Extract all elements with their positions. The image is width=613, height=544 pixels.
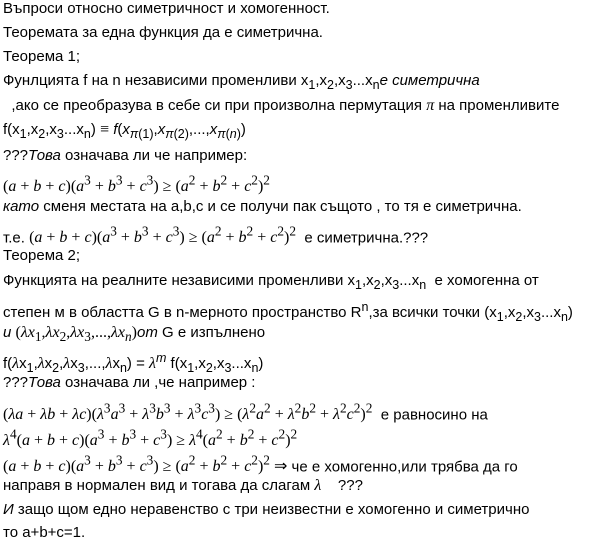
- formula-line: и $(\lambda x_1,\lambda x_2,\lambda x_3,...,\lambda x_n)от$ G е изпълнено: [3, 324, 266, 345]
- text-line: ,ако се преобразува в себе си при произволна пермутация π на променливите: [3, 97, 560, 114]
- text-line: Функцията на реалните независими променливи $x_1,x_2,x_3...x_n$ е хомогенна от: [3, 272, 539, 292]
- text-line: то a+b+c=1.: [3, 524, 86, 541]
- formula-line: $f(x_1,x_2,x_3...x_n) \equiv f(x_{\pi(1)},x_{\pi(2)},...,x_{\pi(n)})$: [3, 121, 246, 141]
- text-line: като сменя местата на a,b,c и се получи пак същото , то тя е симетрична.: [3, 198, 522, 215]
- question-line: И защо щом едно неравенство с три неизвестни е хомогенно и симетрично: [3, 501, 530, 518]
- text-line: Теоремата за една функция да е симетрична.: [3, 24, 323, 41]
- formula-line: $(\lambda a + \lambda b + \lambda c)(\lambda^3a^3 + \lambda^3b^3 + \lambda^3c^3) \ge (\lambda^2a^2 + \lambda^2b^2 + \lambda^2c^2)^2$ е равносино на: [3, 401, 488, 424]
- text-line: степен м в областта G в n-мерното пространство $R^n,за$ всички точки $(x_1,x_2,x_3...x_n)$: [3, 300, 573, 324]
- theorem-1-label: Теорема 1;: [3, 48, 81, 65]
- formula-line: $(a + b + c)(a^3 + b^3 + c^3) \ge (a^2 + b^2 + c^2)^2$ ⇒ че е хомогенно,или трябва да го: [3, 453, 518, 476]
- question-line: ???Това означава ли ,че например :: [3, 374, 256, 391]
- question-line: ???Това означава ли че например:: [3, 147, 248, 164]
- formula-line: $f(\lambda x_1,\lambda x_2,\lambda x_3,...,\lambda x_n) = \lambda^m$ $f(x_1,x_2,x_3...x_n)$: [3, 351, 264, 375]
- formula-line: $\lambda^4(a + b + c)(a^3 + b^3 + c^3) \ge \lambda^4(a^2 + b^2 + c^2)^2$: [3, 427, 298, 450]
- text-line: направя в нормален вид и тогава да слагам λ ???: [3, 477, 363, 494]
- formula-line: $(a + b + c)(a^3 + b^3 + c^3) \ge (a^2 + b^2 + c^2)^2$: [3, 173, 270, 196]
- heading-line: Въпроси относно симетричност и хомогенност.: [3, 0, 330, 17]
- theorem-2-label: Теорема 2;: [3, 247, 81, 264]
- text-line: Фунлцията f на n независими променливи $x_1,x_2,x_3...x_nе$ симетрична: [3, 72, 480, 92]
- formula-line: т.е. $(a + b + c)(a^3 + b^3 + c^3) \ge (a^2 + b^2 + c^2)^2$ е симетрична.???: [3, 224, 429, 247]
